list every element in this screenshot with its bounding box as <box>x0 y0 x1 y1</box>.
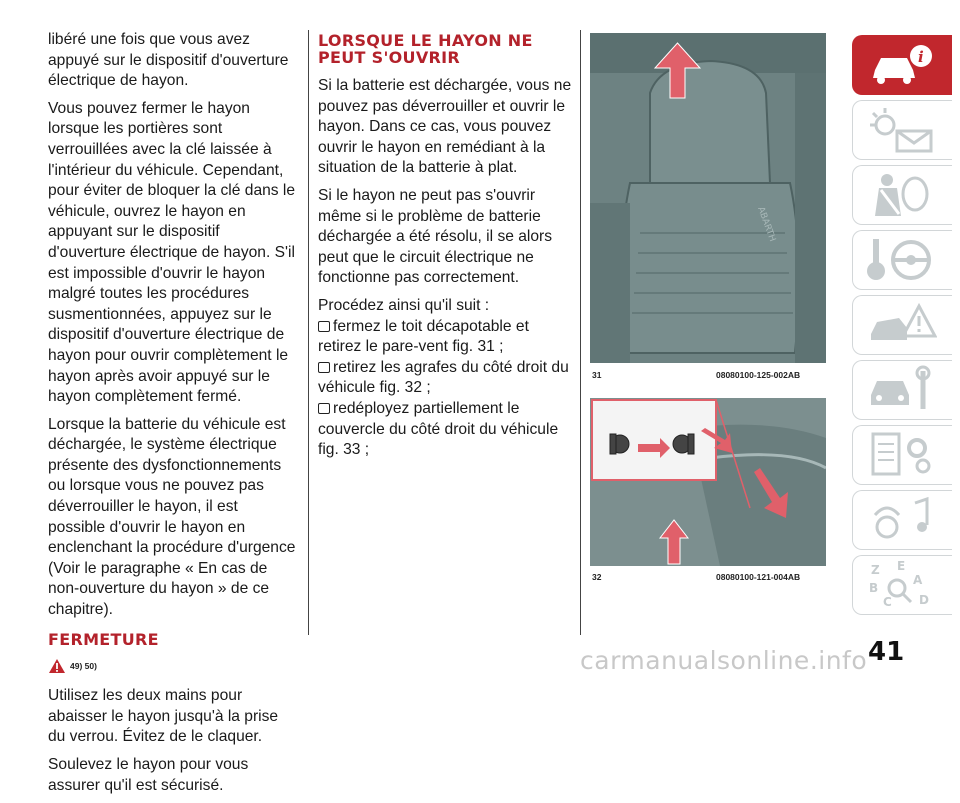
step-item: fermez le toit décapotable et retirez le pare-vent fig. 31 ; <box>318 317 529 356</box>
clips-illustration <box>590 398 826 566</box>
svg-text:A: A <box>913 573 923 587</box>
left-column <box>48 30 296 803</box>
media-music-icon <box>867 495 937 545</box>
figure-31-seat-photo <box>590 33 826 363</box>
seatbelt-airbag-icon <box>867 170 937 220</box>
paragraph: libéré une fois que vous avez appuyé sur le dispositif d'ouverture électrique de hayon. <box>48 31 289 90</box>
paragraph: Utilisez les deux mains pour abaisser le hayon jusqu'à la prise du verrou. Évitez de le claquer. <box>48 687 279 746</box>
alphabet-index-icon <box>867 560 937 610</box>
tab-car-info[interactable] <box>852 35 952 95</box>
figure-number: 32 <box>592 572 602 582</box>
svg-text:i: i <box>918 48 924 66</box>
section-heading-hayon: LORSQUE LE HAYON NE PEUT S'OUVRIR <box>318 31 533 67</box>
svg-text:E: E <box>897 560 906 573</box>
column-divider <box>308 30 309 635</box>
car-info-icon <box>867 40 937 90</box>
tab-starting-driving[interactable] <box>852 230 952 290</box>
figure-32-clips-photo <box>590 398 826 566</box>
paragraph: Vous pouvez fermer le hayon lorsque les portières sont verrouillées avec la clé laissée à l'intérieur du véhicule. Cependant, pour éviter de bloquer la clé dans le véhicule, ouvrez le hayon en appuyant sur le dispositif d'ouverture électrique de hayon. S'il est impossible d'ouvrir le hayon malgré toutes les procédures susmentionnées, appuyez sur le dispositif d'ouverture électrique de hayon pour ouvrir complètement le hayon après avoir appuyé sur le hayon complètement fermé. <box>48 99 296 406</box>
tab-multimedia[interactable] <box>852 490 952 550</box>
step-item: retirez les agrafes du côté droit du véhicule fig. 32 ; <box>318 358 569 397</box>
warning-reference <box>48 656 296 677</box>
seat-brand-text: ABARTH <box>755 205 778 244</box>
warning-refs-text: 49) 50) <box>70 660 97 671</box>
paragraph: Lorsque la batterie du véhicule est déchargée, le système électrique présente des dysfonctionnements ou lorsque vous ne pouvez pas déverrouiller le hayon, il est possible d'ouvrir le hayon en enclenchant la procédure d'urgence (Voir le paragraphe « En cas de non-ouverture du hayon » de ce chapitre). <box>48 415 296 619</box>
svg-text:B: B <box>869 581 879 595</box>
warning-triangle-icon <box>48 658 66 674</box>
car-wrench-icon <box>867 365 937 415</box>
svg-text:D: D <box>919 593 929 607</box>
page-number: 41 <box>868 637 905 667</box>
tab-safety[interactable] <box>852 165 952 225</box>
figure-code: 08080100-121-004AB <box>716 572 801 582</box>
middle-column <box>318 30 574 461</box>
paragraph: Procédez ainsi qu'il suit : <box>318 296 490 314</box>
figure-code: 08080100-125-002AB <box>716 370 801 380</box>
tab-index[interactable] <box>852 555 952 615</box>
tab-maintenance[interactable] <box>852 360 952 420</box>
warning-lights-envelope-icon <box>867 105 937 155</box>
checkbox-bullet-icon <box>318 403 330 414</box>
seat-illustration <box>590 33 826 363</box>
tab-warning-lights[interactable] <box>852 100 952 160</box>
column-divider <box>580 30 581 635</box>
paragraph: Soulevez le hayon pour vous assurer qu'il est sécurisé. <box>48 756 249 794</box>
tab-emergency[interactable] <box>852 295 952 355</box>
svg-text:Z: Z <box>871 563 880 577</box>
paragraph: Si le hayon ne peut pas s'ouvrir même si le problème de batterie déchargée a été résolu, il se alors peut que le circuit électrique ne fonctionne pas correctement. <box>318 186 553 287</box>
tab-specifications[interactable] <box>852 425 952 485</box>
car-breakdown-warning-icon <box>867 300 937 350</box>
section-heading-fermeture: FERMETURE <box>48 629 159 649</box>
checkbox-bullet-icon <box>318 321 330 332</box>
watermark: carmanualsonline.info <box>580 646 868 675</box>
step-item: redéployez partiellement le couvercle du côté droit du véhicule fig. 33 ; <box>318 399 559 459</box>
key-steering-wheel-icon <box>867 235 937 285</box>
svg-text:C: C <box>883 595 892 609</box>
specs-gears-icon <box>867 430 937 480</box>
figure-number: 31 <box>592 370 602 380</box>
checkbox-bullet-icon <box>318 362 330 373</box>
paragraph: Si la batterie est déchargée, vous ne pouvez pas déverrouiller et ouvrir le hayon. Dans ce cas, vous pouvez ouvrir le hayon en remédiant à la situation de la batterie à plat. <box>318 77 572 177</box>
